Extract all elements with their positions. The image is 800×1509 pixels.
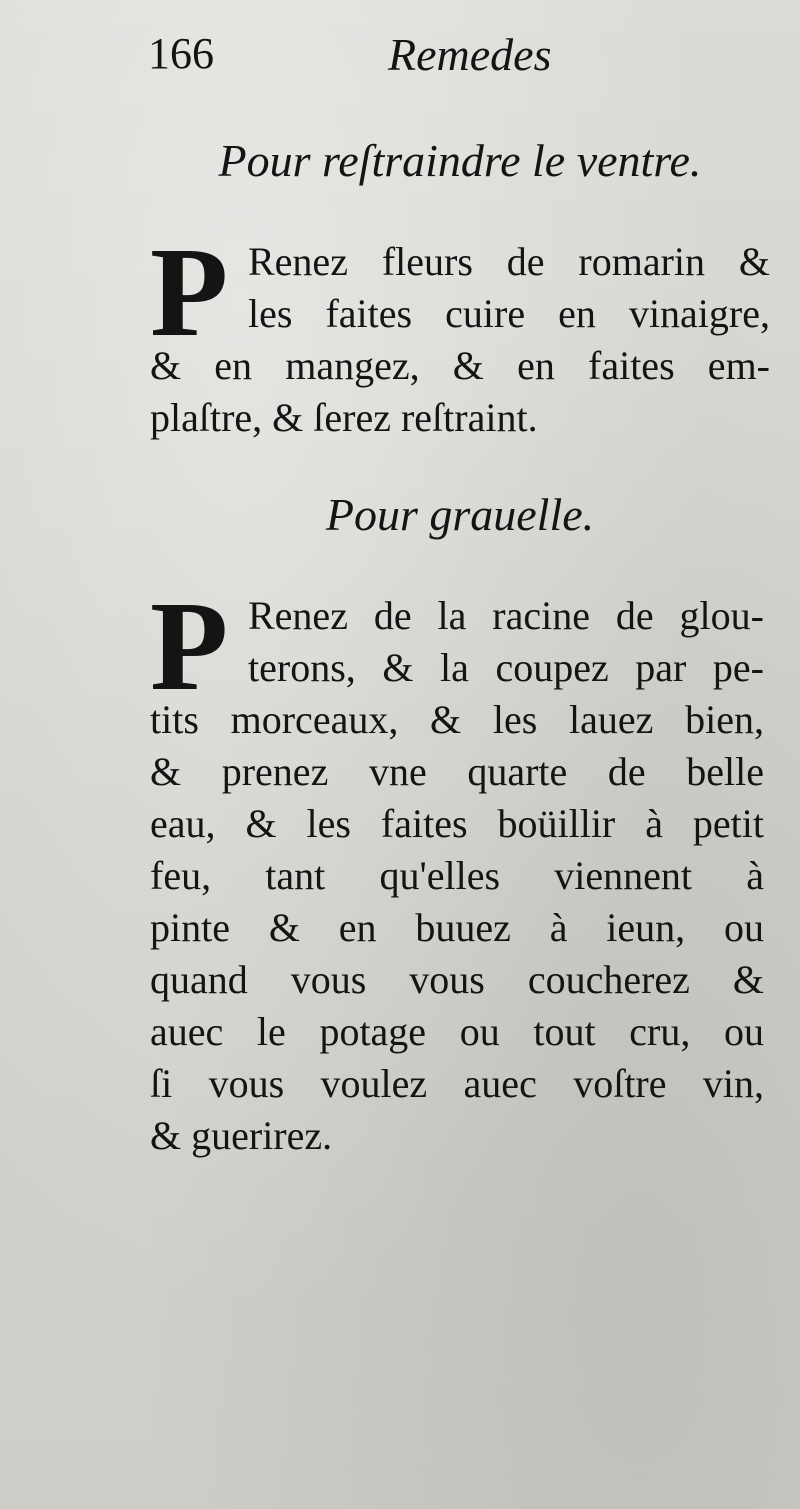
- paragraph-restraindre: [150, 221, 770, 446]
- paragraph-grauelle: [150, 575, 770, 1170]
- text-line: ſi vous voulez auec voſtre vin,: [150, 1061, 764, 1106]
- drop-cap: P: [150, 221, 229, 363]
- text-line: feu, tant qu'elles viennent à: [150, 853, 764, 898]
- section-heading-restraindre: Pour reſtraindre le ventre.: [218, 135, 702, 186]
- text-line: plaſtre, & ſerez reſtraint.: [150, 395, 538, 440]
- page-number: 166: [148, 29, 214, 78]
- text-line: auec le potage ou tout cru, ou: [150, 1009, 764, 1054]
- text-line: tits morceaux, & les lauez bien,: [150, 697, 764, 742]
- text-line: & en mangez, & en faites em-: [150, 343, 770, 388]
- text-line: Renez de la racine de glou-: [248, 593, 764, 638]
- section-heading-grauelle: Pour grauelle.: [325, 489, 595, 540]
- text-line: pinte & en buuez à ieun, ou: [150, 905, 764, 950]
- running-title: Remedes: [388, 29, 552, 80]
- text-line: quand vous vous coucherez &: [150, 957, 764, 1002]
- text-line: Renez fleurs de romarin &: [248, 239, 770, 284]
- drop-cap: P: [150, 575, 229, 717]
- page-header: [148, 28, 708, 88]
- text-line: eau, & les faites boüillir à petit: [150, 801, 764, 846]
- text-line: terons, & la coupez par pe-: [248, 645, 764, 690]
- text-line: les faites cuire en vinaigre,: [248, 291, 770, 336]
- text-line: & guerirez.: [150, 1113, 333, 1158]
- text-line: & prenez vne quarte de belle: [150, 749, 764, 794]
